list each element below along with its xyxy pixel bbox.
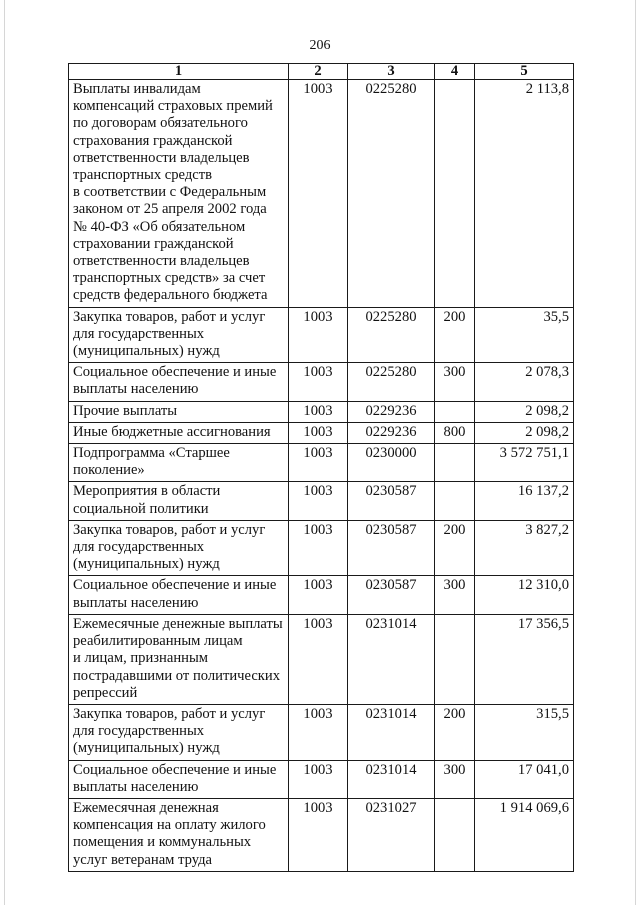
row-amount-cell: 12 310,0: [475, 576, 574, 614]
row-name-cell: Выплаты инвалидам компенсаций страховых премий по договорам обязательного страхования гражданской ответственности владельцев транспортных средств в соответствии с Федеральным законом от 25 апреля 2002 года № 40-ФЗ «Об обязательном страховании гражданской ответственности владельцев транспортных средств» за счет средств федерального бюджета: [69, 80, 289, 308]
row-amount-cell: 17 041,0: [475, 760, 574, 798]
row-type-cell: 200: [435, 704, 475, 760]
table-row: [69, 576, 574, 614]
row-amount-cell: 35,5: [475, 307, 574, 363]
row-name-cell: Закупка товаров, работ и услуг для государственных (муниципальных) нужд: [69, 307, 289, 363]
row-type-cell: 300: [435, 363, 475, 401]
row-amount-cell: 2 113,8: [475, 80, 574, 308]
column-header-type: 4: [435, 64, 475, 80]
row-type-cell: 200: [435, 520, 475, 576]
row-name-cell: Прочие выплаты: [69, 401, 289, 422]
row-name-cell: Социальное обеспечение и иные выплаты населению: [69, 576, 289, 614]
row-section-cell: 1003: [289, 704, 348, 760]
row-type-cell: 300: [435, 576, 475, 614]
row-section-cell: 1003: [289, 798, 348, 871]
row-target-cell: 0225280: [348, 363, 435, 401]
table-body: [69, 80, 574, 872]
table-row: [69, 798, 574, 871]
row-target-cell: 0231014: [348, 614, 435, 704]
row-amount-cell: 3 827,2: [475, 520, 574, 576]
row-section-cell: 1003: [289, 401, 348, 422]
row-amount-cell: 16 137,2: [475, 482, 574, 520]
row-section-cell: 1003: [289, 307, 348, 363]
table-row: [69, 422, 574, 443]
row-target-cell: 0231014: [348, 704, 435, 760]
table-header-row: [69, 64, 574, 80]
row-section-cell: 1003: [289, 363, 348, 401]
row-name-cell: Иные бюджетные ассигнования: [69, 422, 289, 443]
row-target-cell: 0230587: [348, 576, 435, 614]
table-row: [69, 401, 574, 422]
page-number: 206: [309, 38, 331, 53]
row-amount-cell: 315,5: [475, 704, 574, 760]
row-amount-cell: 3 572 751,1: [475, 444, 574, 482]
table-row: [69, 363, 574, 401]
row-name-cell: Подпрограмма «Старшее поколение»: [69, 444, 289, 482]
row-section-cell: 1003: [289, 482, 348, 520]
row-type-cell: 200: [435, 307, 475, 363]
table-row: [69, 80, 574, 308]
column-header-section: 2: [289, 64, 348, 80]
row-type-cell: 300: [435, 760, 475, 798]
table-row: [69, 614, 574, 704]
row-target-cell: 0230000: [348, 444, 435, 482]
row-target-cell: 0230587: [348, 520, 435, 576]
row-type-cell: [435, 798, 475, 871]
row-name-cell: Ежемесячная денежная компенсация на оплату жилого помещения и коммунальных услуг ветеранам труда: [69, 798, 289, 871]
row-target-cell: 0225280: [348, 307, 435, 363]
row-name-cell: Мероприятия в области социальной политики: [69, 482, 289, 520]
row-type-cell: [435, 80, 475, 308]
row-target-cell: 0229236: [348, 422, 435, 443]
table-row: [69, 704, 574, 760]
row-type-cell: 800: [435, 422, 475, 443]
row-section-cell: 1003: [289, 520, 348, 576]
row-name-cell: Социальное обеспечение и иные выплаты населению: [69, 760, 289, 798]
row-section-cell: 1003: [289, 444, 348, 482]
row-name-cell: Социальное обеспечение и иные выплаты населению: [69, 363, 289, 401]
row-type-cell: [435, 401, 475, 422]
row-name-cell: Ежемесячные денежные выплаты реабилитированным лицам и лицам, признанным пострадавшими от политических репрессий: [69, 614, 289, 704]
row-section-cell: 1003: [289, 760, 348, 798]
row-target-cell: 0225280: [348, 80, 435, 308]
row-type-cell: [435, 614, 475, 704]
budget-table: [68, 63, 574, 872]
scan-edge-left: [4, 0, 5, 905]
scan-edge-right: [635, 0, 636, 905]
row-target-cell: 0230587: [348, 482, 435, 520]
row-name-cell: Закупка товаров, работ и услуг для государственных (муниципальных) нужд: [69, 704, 289, 760]
row-name-cell: Закупка товаров, работ и услуг для государственных (муниципальных) нужд: [69, 520, 289, 576]
row-amount-cell: 2 078,3: [475, 363, 574, 401]
row-target-cell: 0229236: [348, 401, 435, 422]
row-amount-cell: 17 356,5: [475, 614, 574, 704]
row-section-cell: 1003: [289, 80, 348, 308]
row-amount-cell: 1 914 069,6: [475, 798, 574, 871]
column-header-name: 1: [69, 64, 289, 80]
row-section-cell: 1003: [289, 614, 348, 704]
row-type-cell: [435, 482, 475, 520]
row-section-cell: 1003: [289, 576, 348, 614]
column-header-amount: 5: [475, 64, 574, 80]
table-row: [69, 482, 574, 520]
row-target-cell: 0231027: [348, 798, 435, 871]
table-row: [69, 444, 574, 482]
row-amount-cell: 2 098,2: [475, 422, 574, 443]
row-amount-cell: 2 098,2: [475, 401, 574, 422]
column-header-target: 3: [348, 64, 435, 80]
table-row: [69, 307, 574, 363]
table-row: [69, 520, 574, 576]
row-target-cell: 0231014: [348, 760, 435, 798]
row-type-cell: [435, 444, 475, 482]
table-row: [69, 760, 574, 798]
row-section-cell: 1003: [289, 422, 348, 443]
